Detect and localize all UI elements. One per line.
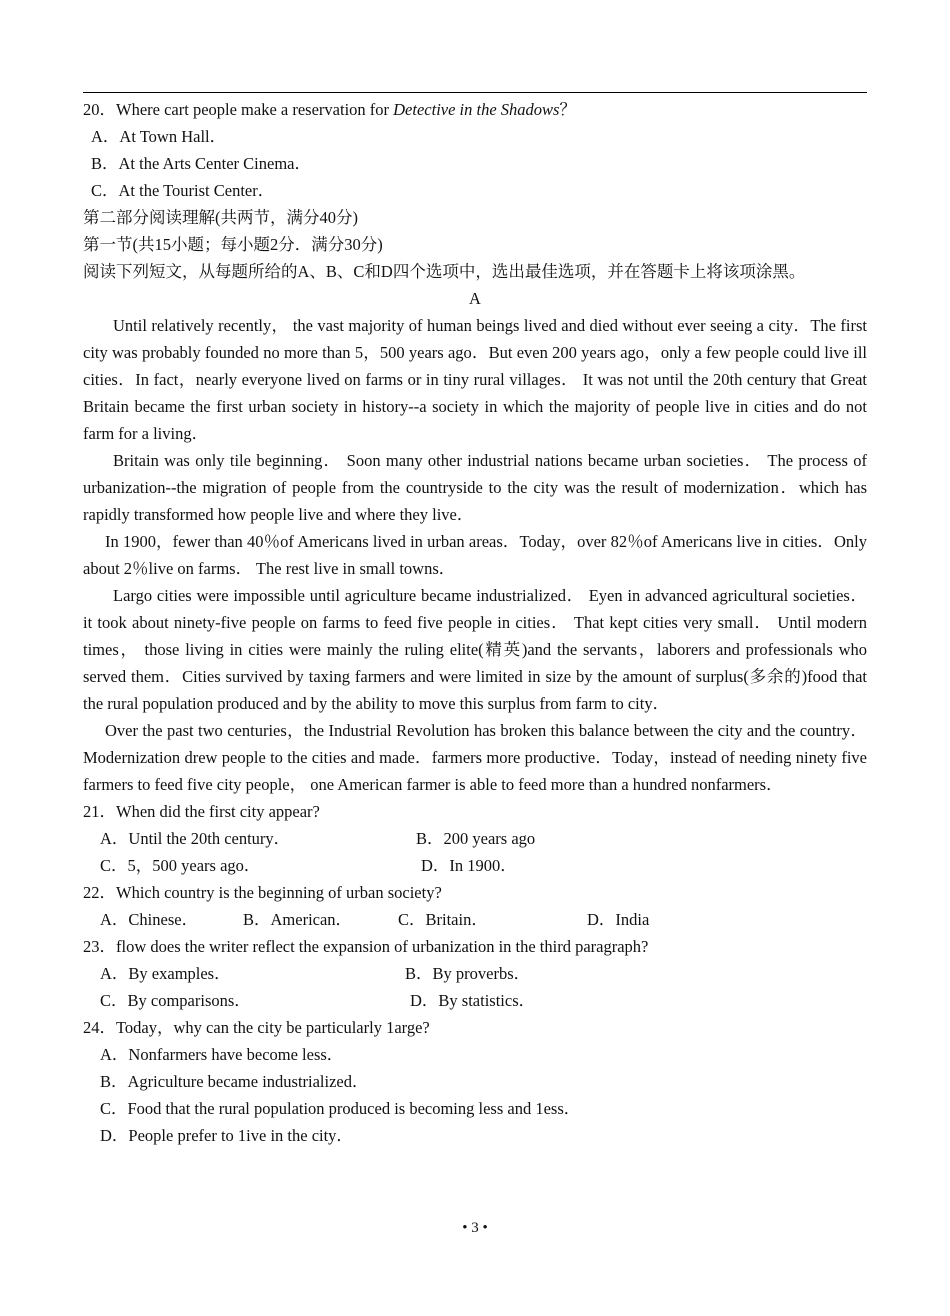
instructions: 阅读下列短文，从每题所给的A、B、C和D四个选项中，选出最佳选项，并在答题卡上将该项涂黑。 <box>83 262 806 281</box>
question-20-option-b: B．At the Arts Center Cinema． <box>91 154 311 173</box>
section-1-heading: 第一节(共15小题；每小题2分．满分30分) <box>83 235 383 254</box>
question-24-option-c: C．Food that the rural population produced is becoming less and 1ess． <box>100 1099 581 1118</box>
question-22-option-c: C．Britain． <box>398 910 488 929</box>
question-22-options-row <box>83 906 867 933</box>
question-20-option-a: A．At Town Hall． <box>91 127 227 146</box>
question-23-option-a: A．By examples． <box>100 964 231 983</box>
question-20-option-c: C．At the Tourist Center． <box>91 181 275 200</box>
question-22-stem: 22．Which country is the beginning of urban society? <box>83 883 442 902</box>
part-2-heading: 第二部分阅读理解(共两节，满分40分) <box>83 208 358 227</box>
question-23-option-c: C．By comparisons． <box>100 991 251 1010</box>
question-21-options-row-2 <box>83 852 867 879</box>
question-23-options-row-2 <box>83 987 867 1014</box>
passage-paragraph-5: Over the past two centuries，the Industrial Revolution has broken this balance between the city and the country．Modernization drew people to the cities and made．farmers more productive．Today，instead of needing ninety five farmers to feed five city people， one American farmer is able to feed more than a hundred nonfarmers． <box>83 721 867 794</box>
passage-paragraph-3: In 1900，fewer than 40％of Americans lived in urban areas．Today，over 82％of Americans live in cities．Only about 2％live on farms． The rest live in small towns． <box>83 532 867 578</box>
question-23-option-b: B．By proverbs． <box>405 964 531 983</box>
question-21-option-c: C．5，500 years ago． <box>100 856 261 875</box>
question-22-option-b: B．American． <box>243 910 353 929</box>
question-21-options-row-1 <box>83 825 867 852</box>
passage-paragraph-1: Until relatively recently， the vast majority of human beings lived and died without ever seeing a city．The first city was probably founded no more than 5，500 years ago．But even 200 years ago，only a few people could live ill cities．In fact，nearly everyone lived on farms or in tiny rural villages． It was not until the 20th century that Great Britain became the first urban society in history--a society in which the majority of people live in cities and do not farm for a living． <box>83 316 867 443</box>
question-20-stem: 20．Where cart people make a reservation for Detective in the Shadows？ <box>83 100 576 119</box>
question-23-stem: 23．flow does the writer reflect the expansion of urbanization in the third paragraph? <box>83 937 649 956</box>
question-23-option-d: D．By statistics． <box>410 991 536 1010</box>
movie-title: Detective in the Shadows <box>393 100 560 119</box>
question-24-option-a: A．Nonfarmers have become less． <box>100 1045 344 1064</box>
question-22-option-a: A．Chinese． <box>100 910 199 929</box>
header-rule <box>83 92 867 93</box>
page-content <box>83 96 867 1149</box>
question-21-option-b: B．200 years ago <box>416 829 536 848</box>
passage-paragraph-4: Largo cities were impossible until agriculture became industrialized． Eyen in advanced agricultural societies． it took about ninety-five people on farms to feed five people in cities． That kept cities very small． Until modern times， those living in cities were mainly the ruling elite(精英)and the servants，laborers and professionals who served them．Cities survived by taxing farmers and were limited in size by the amount of surplus(多余的)food that the rural population produced and by the ability to move this surplus from farm to city． <box>83 586 867 713</box>
question-21-option-a: A．Until the 20th century． <box>100 829 291 848</box>
passage-label: A <box>469 289 481 308</box>
question-24-option-b: B．Agriculture became industrialized． <box>100 1072 369 1091</box>
question-22-option-d: D．India <box>587 910 650 929</box>
question-21-stem: 21．When did the first city appear? <box>83 802 320 821</box>
page-number: • 3 • <box>462 1220 488 1236</box>
question-21-option-d: D．In 1900． <box>421 856 517 875</box>
question-24-option-d: D．People prefer to 1ive in the city． <box>100 1126 353 1145</box>
question-24-stem: 24．Today，why can the city be particularly 1arge? <box>83 1018 430 1037</box>
passage-paragraph-2: Britain was only tile beginning． Soon many other industrial nations became urban societies． The process of urbanization--the migration of people from the countryside to the city was the result of modernization．which has rapidly transformed how people live and where they live． <box>83 451 867 524</box>
question-23-options-row-1 <box>83 960 867 987</box>
